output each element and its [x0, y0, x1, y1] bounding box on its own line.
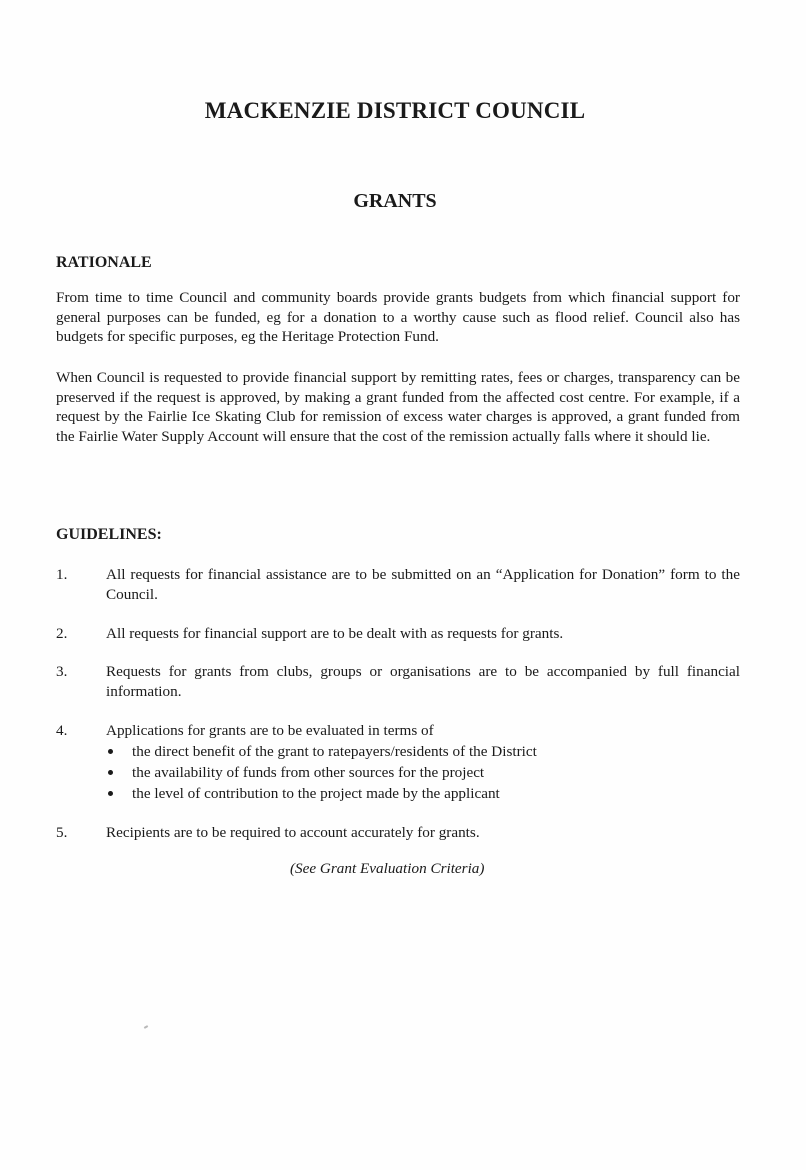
guideline-text: Applications for grants are to be evaluated in terms of — [106, 722, 434, 739]
bullet-icon — [108, 791, 113, 796]
guideline-text: Requests for grants from clubs, groups or organisations are to be accompanied by full financial information. — [106, 663, 740, 700]
bullet-text: the direct benefit of the grant to ratepayers/residents of the District — [132, 742, 537, 760]
guideline-number: 3. — [56, 663, 68, 680]
bullet-item — [106, 783, 740, 804]
bullet-item — [106, 741, 740, 762]
rationale-paragraph-1: From time to time Council and community boards provide grants budgets from which financial support for general purposes can be funded, eg for a donation to a worthy cause such as flood relief. Council also has budgets for specific purposes, eg the Heritage Protection Fund. — [56, 289, 740, 345]
guideline-number: 4. — [56, 722, 68, 739]
guideline-number: 1. — [56, 566, 68, 583]
bullet-item — [106, 762, 740, 783]
guideline-text: All requests for financial assistance are to be submitted on an “Application for Donation” form to the Council. — [106, 566, 740, 603]
bullet-text: the level of contribution to the project made by the applicant — [132, 784, 500, 802]
bullet-icon — [108, 770, 113, 775]
guidelines-heading: GUIDELINES: — [56, 526, 162, 543]
guideline-text-block — [106, 721, 740, 804]
guideline-bullet-list — [106, 741, 740, 804]
guideline-text: Recipients are to be required to account accurately for grants. — [106, 824, 480, 841]
guideline-number: 5. — [56, 824, 68, 841]
document-subtitle: GRANTS — [353, 190, 437, 212]
evaluation-criteria-note: (See Grant Evaluation Criteria) — [290, 860, 485, 877]
bullet-text: the availability of funds from other sources for the project — [132, 763, 485, 781]
scan-speck — [144, 1025, 148, 1029]
rationale-heading: RATIONALE — [56, 254, 152, 271]
document-title: MACKENZIE DISTRICT COUNCIL — [204, 98, 586, 123]
guideline-number: 2. — [56, 625, 68, 642]
bullet-icon — [108, 749, 113, 754]
guideline-text: All requests for financial support are to be dealt with as requests for grants. — [106, 625, 564, 642]
rationale-paragraph-2: When Council is requested to provide financial support by remitting rates, fees or charges, transparency can be preserved if the request is approved, by making a grant funded from the affected cost centre. For example, if a request by the Fairlie Ice Skating Club for remission of excess water charges is approved, a grant funded from the Fairlie Water Supply Account will ensure that the cost of the remission actually falls where it should lie. — [56, 369, 740, 445]
